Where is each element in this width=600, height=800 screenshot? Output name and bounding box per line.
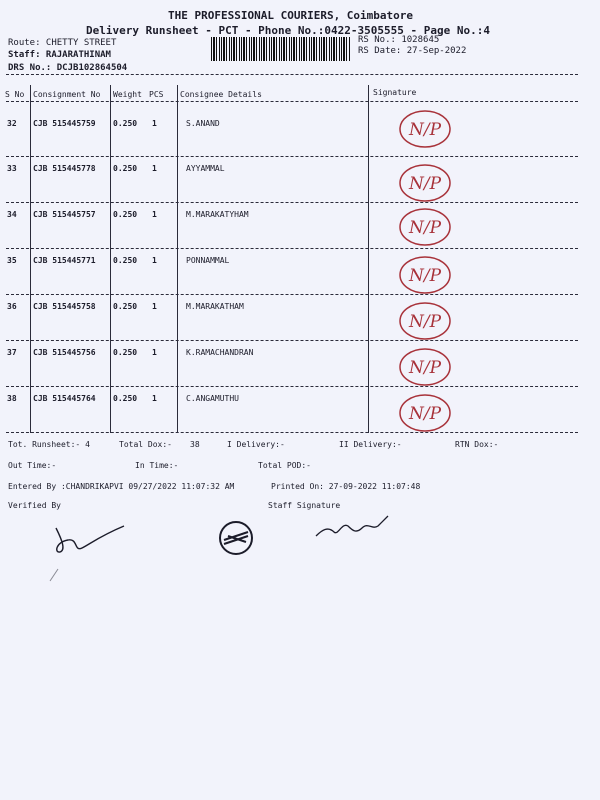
row-sno: 36 [7,302,17,311]
row-pcs: 1 [152,394,157,403]
row-consignee: S.ANAND [186,119,220,128]
row-separator [6,386,578,387]
np-stamp [395,160,455,206]
row-consignment: CJB 515445757 [33,210,96,219]
row-consignment: CJB 515445758 [33,302,96,311]
svg-text:N/P: N/P [408,120,442,140]
rs-number: RS No.: 1028645 [358,35,440,45]
np-stamp [395,204,455,250]
total-runsheet: Tot. Runsheet:- 4 [8,440,90,449]
row-pcs: 1 [152,256,157,265]
row-pcs: 1 [152,164,157,173]
row-sno: 34 [7,210,17,219]
row-separator [6,248,578,249]
ii-delivery: II Delivery:- [339,440,402,449]
total-dox-value: 38 [190,440,200,449]
col-header-sno: S No [5,90,25,99]
printed-on: Printed On: 27-09-2022 11:07:48 [271,482,421,491]
route-label: Route: CHETTY STREET [8,38,117,48]
drs-number: DRS No.: DCJB102864504 [8,63,128,73]
row-consignee: C.ANGAMUTHU [186,394,239,403]
barcode [211,37,351,61]
i-delivery: I Delivery:- [227,440,285,449]
col-divider [110,85,111,433]
row-consignee: M.MARAKATHAM [186,302,244,311]
col-header-signature: Signature [373,88,417,97]
col-header-consignee: Consignee Details [180,90,262,99]
row-weight: 0.250 [113,119,138,128]
row-consignee: K.RAMACHANDRAN [186,348,254,357]
svg-text:N/P: N/P [408,404,442,424]
pen-mark [48,568,60,582]
total-dox-label: Total Dox:- [119,440,172,449]
row-consignment: CJB 515445778 [33,164,96,173]
row-consignee: PONNAMMAL [186,256,230,265]
out-time: Out Time:- [8,461,57,470]
row-pcs: 1 [152,119,157,128]
np-stamp [395,298,455,344]
verifier-signature [48,518,138,558]
row-consignment: CJB 515445759 [33,119,96,128]
total-pod: Total POD:- [258,461,311,470]
row-consignee: AYYAMMAL [186,164,225,173]
col-divider [30,85,31,433]
row-weight: 0.250 [113,256,138,265]
row-sno: 32 [7,119,17,128]
staff-signature [312,512,392,544]
company-name: THE PROFESSIONAL COURIERS, Coimbatore [168,9,414,22]
row-weight: 0.250 [113,164,138,173]
header-top-rule [6,74,578,75]
table-bottom-rule [6,432,578,433]
np-stamp [395,344,455,390]
row-pcs: 1 [152,348,157,357]
row-sno: 35 [7,256,17,265]
row-sno: 38 [7,394,17,403]
row-separator [6,156,578,157]
svg-text:N/P: N/P [408,218,442,238]
col-header-pcs: PCS [149,90,164,99]
row-consignee: M.MARAKATYHAM [186,210,249,219]
in-time: In Time:- [135,461,179,470]
svg-text:N/P: N/P [408,266,442,286]
np-stamp [395,252,455,298]
col-header-weight: Weight [113,90,142,99]
col-divider [177,85,178,433]
rs-date: RS Date: 27-Sep-2022 [358,46,467,56]
row-consignment: CJB 515445764 [33,394,96,403]
rtn-dox: RTN Dox:- [455,440,499,449]
row-weight: 0.250 [113,348,138,357]
row-weight: 0.250 [113,394,138,403]
np-stamp [395,106,455,152]
row-consignment: CJB 515445756 [33,348,96,357]
entered-by: Entered By :CHANDRIKAPVI 09/27/2022 11:07:32 AM [8,482,235,491]
col-header-consignment: Consignment No [33,90,101,99]
row-separator [6,202,578,203]
staff-signature-label: Staff Signature [268,501,341,510]
row-consignment: CJB 515445771 [33,256,96,265]
row-separator [6,294,578,295]
np-stamp [395,390,455,436]
verified-by: Verified By [8,501,61,510]
runsheet-subtitle: Delivery Runsheet - PCT - Phone No.:0422-3505555 - Page No.:4 [86,24,490,37]
col-divider [368,85,369,433]
svg-text:N/P: N/P [408,358,442,378]
row-sno: 37 [7,348,17,357]
row-sno: 33 [7,164,17,173]
seal-stamp [216,518,256,558]
svg-text:N/P: N/P [408,312,442,332]
row-pcs: 1 [152,210,157,219]
header-bottom-rule [6,101,578,102]
row-weight: 0.250 [113,302,138,311]
staff-label: Staff: RAJARATHINAM [8,50,111,60]
row-pcs: 1 [152,302,157,311]
row-weight: 0.250 [113,210,138,219]
svg-text:N/P: N/P [408,174,442,194]
row-separator [6,340,578,341]
